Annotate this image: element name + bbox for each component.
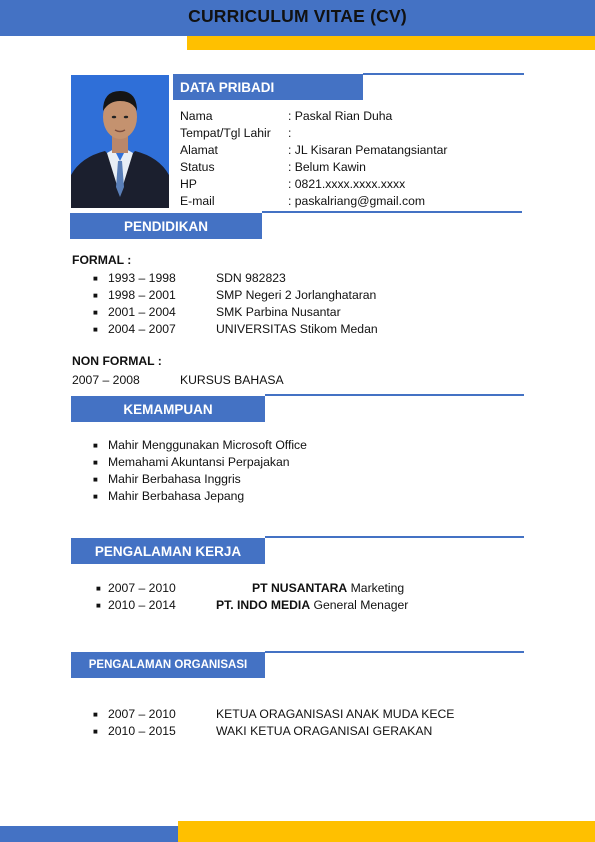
personal-row <box>180 176 520 193</box>
personal-info-list <box>180 108 520 210</box>
org-role: KETUA ORAGANISASI ANAK MUDA KECE <box>216 707 455 721</box>
section-header-work: PENGALAMAN KERJA <box>71 538 265 564</box>
skill: Mahir Berbahasa Jepang <box>108 489 245 503</box>
nonformal-label: NON FORMAL : <box>72 354 162 368</box>
years: 2010 – 2015 <box>108 724 176 738</box>
course: KURSUS BAHASA <box>180 373 284 387</box>
footer-bar <box>0 826 178 842</box>
bullet-icon: ■ <box>93 274 98 283</box>
list-item <box>96 580 516 597</box>
section-divider <box>265 536 524 538</box>
field-label: HP <box>180 177 197 191</box>
school: UNIVERSITAS Stikom Medan <box>216 322 378 336</box>
header-accent-bar <box>187 36 595 50</box>
field-value: : JL Kisaran Pematangsiantar <box>288 143 448 157</box>
list-item <box>93 287 513 304</box>
section-divider <box>262 211 522 213</box>
bullet-icon: ■ <box>93 710 98 719</box>
section-divider <box>363 73 524 75</box>
skill: Mahir Menggunakan Microsoft Office <box>108 438 307 452</box>
work-list <box>96 580 516 614</box>
person-portrait-icon <box>71 75 169 208</box>
role: Marketing <box>347 581 405 595</box>
list-item <box>93 437 513 454</box>
years: 2001 – 2004 <box>108 305 176 319</box>
bullet-icon: ■ <box>93 325 98 334</box>
list-item <box>96 597 516 614</box>
bullet-icon: ■ <box>93 291 98 300</box>
field-label: Tempat/Tgl Lahir <box>180 126 271 140</box>
field-label: Nama <box>180 109 213 123</box>
section-header-personal: DATA PRIBADI <box>173 74 363 100</box>
years: 2004 – 2007 <box>108 322 176 336</box>
list-item <box>93 471 513 488</box>
school: SMK Parbina Nusantar <box>216 305 341 319</box>
years: 2007 – 2010 <box>108 707 176 721</box>
list-item <box>93 270 513 287</box>
field-label: Alamat <box>180 143 218 157</box>
list-item <box>93 321 513 338</box>
field-value: : paskalriang@gmail.com <box>288 194 426 208</box>
formal-label: FORMAL : <box>72 253 132 267</box>
personal-row <box>180 193 520 210</box>
years: 2007 – 2008 <box>72 373 140 387</box>
org-role: WAKI KETUA ORAGANISAI GERAKAN <box>216 724 433 738</box>
years: 1998 – 2001 <box>108 288 176 302</box>
school: SDN 982823 <box>216 271 286 285</box>
years: 2007 – 2010 <box>108 581 176 595</box>
profile-photo <box>71 75 169 208</box>
page-title: CURRICULUM VITAE (CV) <box>188 6 407 26</box>
skill: Memahami Akuntansi Perpajakan <box>108 455 290 469</box>
personal-row <box>180 159 520 176</box>
company: PT. INDO MEDIA <box>216 598 311 612</box>
formal-education-list <box>93 270 513 338</box>
bullet-icon: ■ <box>93 441 98 450</box>
company: PT NUSANTARA <box>252 581 348 595</box>
field-label: Status <box>180 160 215 174</box>
bullet-icon: ■ <box>93 475 98 484</box>
bullet-icon: ■ <box>96 601 101 610</box>
section-divider <box>265 394 524 396</box>
bullet-icon: ■ <box>93 727 98 736</box>
skill: Mahir Berbahasa Inggris <box>108 472 241 486</box>
list-item <box>93 304 513 321</box>
footer-accent-bar <box>178 821 595 842</box>
field-value: : 0821.xxxx.xxxx.xxxx <box>288 177 406 191</box>
section-header-education: PENDIDIKAN <box>70 213 262 239</box>
organization-list <box>93 706 513 740</box>
years: 1993 – 1998 <box>108 271 176 285</box>
field-value: : Belum Kawin <box>288 160 366 174</box>
section-header-organization: PENGALAMAN ORGANISASI <box>71 652 265 678</box>
bullet-icon: ■ <box>93 458 98 467</box>
years: 2010 – 2014 <box>108 598 176 612</box>
skills-list <box>93 437 513 505</box>
field-value: : Paskal Rian Duha <box>288 109 393 123</box>
field-label: E-mail <box>180 194 215 208</box>
personal-row <box>180 108 520 125</box>
section-header-skills: KEMAMPUAN <box>71 396 265 422</box>
list-item <box>93 723 513 740</box>
nonformal-item <box>72 372 284 389</box>
section-divider <box>265 651 524 653</box>
field-value: : <box>288 126 292 140</box>
role: General Menager <box>310 598 409 612</box>
list-item <box>93 706 513 723</box>
bullet-icon: ■ <box>93 308 98 317</box>
bullet-icon: ■ <box>93 492 98 501</box>
bullet-icon: ■ <box>96 584 101 593</box>
school: SMP Negeri 2 Jorlanghataran <box>216 288 377 302</box>
list-item <box>93 454 513 471</box>
personal-row <box>180 125 520 142</box>
list-item <box>93 488 513 505</box>
personal-row <box>180 142 520 159</box>
